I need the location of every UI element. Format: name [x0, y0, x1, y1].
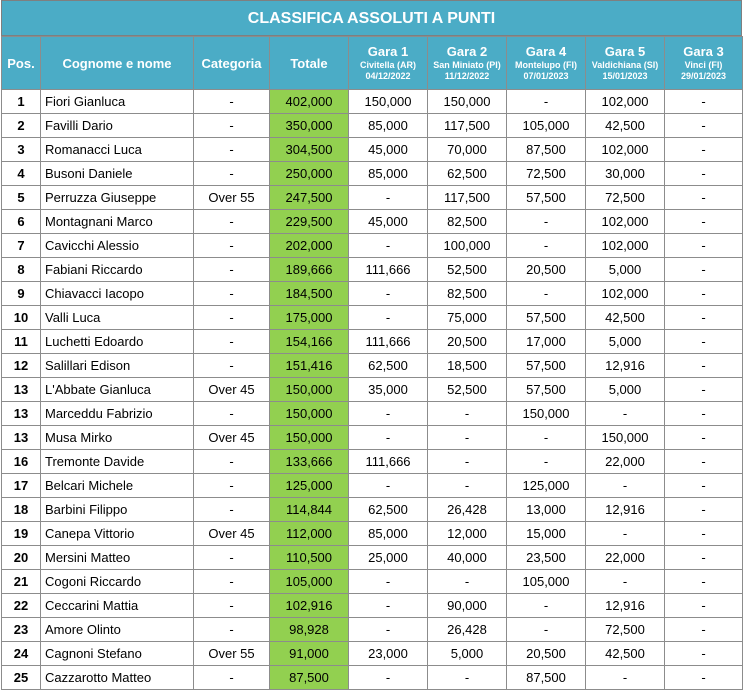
race-1-points-cell: -	[349, 666, 428, 690]
race-4-points-cell: 17,000	[507, 330, 586, 354]
race-5-points-cell: 30,000	[586, 162, 665, 186]
total-points-cell: 229,500	[270, 210, 349, 234]
position-cell: 3	[2, 138, 41, 162]
race-date: 29/01/2023	[680, 71, 727, 81]
race-date: 11/12/2022	[444, 71, 490, 81]
race-2-points-cell: 150,000	[428, 90, 507, 114]
total-points-cell: 247,500	[270, 186, 349, 210]
race-3-points-cell: -	[665, 618, 743, 642]
race-5-points-cell: 72,500	[586, 618, 665, 642]
category-cell: -	[194, 570, 270, 594]
category-cell: Over 45	[194, 378, 270, 402]
race-1-points-cell: -	[349, 282, 428, 306]
position-cell: 12	[2, 354, 41, 378]
category-cell: -	[194, 282, 270, 306]
race-3-points-cell: -	[665, 426, 743, 450]
header-race-2	[428, 37, 507, 90]
race-3-points-cell: -	[665, 186, 743, 210]
category-cell: Over 45	[194, 522, 270, 546]
race-1-points-cell: 85,000	[349, 522, 428, 546]
race-5-points-cell: 150,000	[586, 426, 665, 450]
race-5-points-cell: 5,000	[586, 330, 665, 354]
race-place: Vinci (FI)	[684, 60, 723, 70]
athlete-name-cell: Cazzarotto Matteo	[41, 666, 194, 690]
total-points-cell: 350,000	[270, 114, 349, 138]
race-4-points-cell: -	[507, 450, 586, 474]
race-4-points-cell: 20,500	[507, 258, 586, 282]
race-2-points-cell: 100,000	[428, 234, 507, 258]
total-points-cell: 151,416	[270, 354, 349, 378]
race-5-points-cell: 5,000	[586, 258, 665, 282]
race-1-points-cell: 150,000	[349, 90, 428, 114]
category-cell: -	[194, 618, 270, 642]
race-4-points-cell: 87,500	[507, 666, 586, 690]
race-1-points-cell: -	[349, 186, 428, 210]
position-cell: 9	[2, 282, 41, 306]
race-date: 07/01/2023	[523, 71, 569, 81]
race-1-points-cell: -	[349, 594, 428, 618]
race-3-points-cell: -	[665, 90, 743, 114]
race-5-points-cell: -	[586, 522, 665, 546]
position-cell: 18	[2, 498, 41, 522]
race-4-points-cell: 72,500	[507, 162, 586, 186]
race-4-points-cell: -	[507, 426, 586, 450]
table-row	[2, 162, 743, 186]
athlete-name-cell: Perruzza Giuseppe	[41, 186, 194, 210]
race-1-points-cell: -	[349, 306, 428, 330]
athlete-name-cell: Busoni Daniele	[41, 162, 194, 186]
category-cell: -	[194, 258, 270, 282]
race-1-points-cell: 111,666	[349, 450, 428, 474]
race-2-points-cell: -	[428, 450, 507, 474]
race-5-points-cell: -	[586, 570, 665, 594]
total-points-cell: 114,844	[270, 498, 349, 522]
race-3-points-cell: -	[665, 570, 743, 594]
race-5-points-cell: 22,000	[586, 546, 665, 570]
race-2-points-cell: 5,000	[428, 642, 507, 666]
header-race-4	[507, 37, 586, 90]
total-points-cell: 402,000	[270, 90, 349, 114]
race-4-points-cell: -	[507, 594, 586, 618]
position-cell: 23	[2, 618, 41, 642]
race-2-points-cell: 75,000	[428, 306, 507, 330]
total-points-cell: 105,000	[270, 570, 349, 594]
position-cell: 11	[2, 330, 41, 354]
race-2-points-cell: 70,000	[428, 138, 507, 162]
standings-sheet	[1, 0, 742, 690]
athlete-name-cell: Fiori Gianluca	[41, 90, 194, 114]
race-5-points-cell: 102,000	[586, 138, 665, 162]
race-3-points-cell: -	[665, 474, 743, 498]
table-row	[2, 354, 743, 378]
table-row	[2, 306, 743, 330]
athlete-name-cell: Chiavacci Iacopo	[41, 282, 194, 306]
race-5-points-cell: 12,916	[586, 354, 665, 378]
position-cell: 24	[2, 642, 41, 666]
race-label: Gara 4	[525, 44, 567, 59]
race-1-points-cell: 111,666	[349, 258, 428, 282]
race-4-points-cell: 57,500	[507, 186, 586, 210]
race-4-points-cell: 57,500	[507, 354, 586, 378]
header-row	[2, 37, 743, 90]
total-points-cell: 87,500	[270, 666, 349, 690]
category-cell: -	[194, 90, 270, 114]
race-label: Gara 1	[367, 44, 409, 59]
total-points-cell: 133,666	[270, 450, 349, 474]
table-row	[2, 378, 743, 402]
race-date: 04/12/2022	[365, 71, 411, 81]
athlete-name-cell: Marceddu Fabrizio	[41, 402, 194, 426]
race-label: Gara 2	[446, 44, 488, 59]
athlete-name-cell: Amore Olinto	[41, 618, 194, 642]
race-4-points-cell: 150,000	[507, 402, 586, 426]
race-5-points-cell: 12,916	[586, 594, 665, 618]
position-cell: 22	[2, 594, 41, 618]
race-3-points-cell: -	[665, 546, 743, 570]
race-date: 15/01/2023	[602, 71, 648, 81]
race-2-points-cell: -	[428, 666, 507, 690]
race-2-points-cell: -	[428, 402, 507, 426]
race-2-points-cell: 40,000	[428, 546, 507, 570]
athlete-name-cell: Luchetti Edoardo	[41, 330, 194, 354]
race-3-points-cell: -	[665, 522, 743, 546]
race-4-points-cell: -	[507, 282, 586, 306]
position-cell: 4	[2, 162, 41, 186]
race-5-points-cell: -	[586, 402, 665, 426]
category-cell: Over 45	[194, 426, 270, 450]
race-place: Montelupo (FI)	[515, 60, 577, 70]
race-5-points-cell: 102,000	[586, 234, 665, 258]
race-4-points-cell: 87,500	[507, 138, 586, 162]
race-1-points-cell: 35,000	[349, 378, 428, 402]
total-points-cell: 250,000	[270, 162, 349, 186]
total-points-cell: 91,000	[270, 642, 349, 666]
position-cell: 1	[2, 90, 41, 114]
position-cell: 20	[2, 546, 41, 570]
race-3-points-cell: -	[665, 402, 743, 426]
athlete-name-cell: Salillari Edison	[41, 354, 194, 378]
total-points-cell: 154,166	[270, 330, 349, 354]
table-row	[2, 186, 743, 210]
race-3-points-cell: -	[665, 450, 743, 474]
table-row	[2, 522, 743, 546]
position-cell: 25	[2, 666, 41, 690]
race-2-points-cell: -	[428, 474, 507, 498]
race-1-points-cell: -	[349, 618, 428, 642]
race-2-points-cell: 117,500	[428, 114, 507, 138]
position-cell: 8	[2, 258, 41, 282]
athlete-name-cell: Fabiani Riccardo	[41, 258, 194, 282]
race-3-points-cell: -	[665, 666, 743, 690]
athlete-name-cell: Cagnoni Stefano	[41, 642, 194, 666]
race-2-points-cell: 20,500	[428, 330, 507, 354]
category-cell: -	[194, 114, 270, 138]
total-points-cell: 112,000	[270, 522, 349, 546]
table-row	[2, 402, 743, 426]
total-points-cell: 110,500	[270, 546, 349, 570]
position-cell: 2	[2, 114, 41, 138]
athlete-name-cell: Cavicchi Alessio	[41, 234, 194, 258]
race-5-points-cell: 5,000	[586, 378, 665, 402]
table-row	[2, 570, 743, 594]
position-cell: 17	[2, 474, 41, 498]
race-4-points-cell: -	[507, 210, 586, 234]
athlete-name-cell: Mersini Matteo	[41, 546, 194, 570]
race-1-points-cell: 85,000	[349, 162, 428, 186]
category-cell: -	[194, 210, 270, 234]
sheet-title: CLASSIFICA ASSOLUTI A PUNTI	[1, 0, 742, 36]
race-1-points-cell: 62,500	[349, 498, 428, 522]
category-cell: -	[194, 330, 270, 354]
header-race-3	[665, 37, 743, 90]
table-row	[2, 546, 743, 570]
total-points-cell: 98,928	[270, 618, 349, 642]
total-points-cell: 150,000	[270, 378, 349, 402]
header-pos: Pos.	[2, 37, 41, 90]
race-3-points-cell: -	[665, 594, 743, 618]
race-5-points-cell: 102,000	[586, 282, 665, 306]
race-2-points-cell: 82,500	[428, 282, 507, 306]
race-2-points-cell: 18,500	[428, 354, 507, 378]
race-3-points-cell: -	[665, 306, 743, 330]
race-place: San Miniato (PI)	[433, 60, 501, 70]
race-1-points-cell: 85,000	[349, 114, 428, 138]
athlete-name-cell: Ceccarini Mattia	[41, 594, 194, 618]
race-2-points-cell: 117,500	[428, 186, 507, 210]
category-cell: -	[194, 138, 270, 162]
race-4-points-cell: -	[507, 90, 586, 114]
race-2-points-cell: -	[428, 426, 507, 450]
category-cell: -	[194, 666, 270, 690]
position-cell: 21	[2, 570, 41, 594]
table-row	[2, 258, 743, 282]
race-5-points-cell: 22,000	[586, 450, 665, 474]
total-points-cell: 304,500	[270, 138, 349, 162]
athlete-name-cell: Canepa Vittorio	[41, 522, 194, 546]
race-3-points-cell: -	[665, 498, 743, 522]
race-3-points-cell: -	[665, 138, 743, 162]
race-4-points-cell: -	[507, 234, 586, 258]
race-4-points-cell: 20,500	[507, 642, 586, 666]
race-2-points-cell: 90,000	[428, 594, 507, 618]
race-2-points-cell: 82,500	[428, 210, 507, 234]
total-points-cell: 150,000	[270, 402, 349, 426]
total-points-cell: 175,000	[270, 306, 349, 330]
total-points-cell: 184,500	[270, 282, 349, 306]
position-cell: 13	[2, 378, 41, 402]
table-row	[2, 618, 743, 642]
athlete-name-cell: Barbini Filippo	[41, 498, 194, 522]
race-1-points-cell: 45,000	[349, 138, 428, 162]
race-4-points-cell: 105,000	[507, 114, 586, 138]
race-4-points-cell: 13,000	[507, 498, 586, 522]
table-row	[2, 426, 743, 450]
race-5-points-cell: 42,500	[586, 114, 665, 138]
total-points-cell: 189,666	[270, 258, 349, 282]
race-4-points-cell: -	[507, 618, 586, 642]
race-1-points-cell: 111,666	[349, 330, 428, 354]
position-cell: 19	[2, 522, 41, 546]
race-3-points-cell: -	[665, 378, 743, 402]
race-1-points-cell: 23,000	[349, 642, 428, 666]
race-2-points-cell: 62,500	[428, 162, 507, 186]
race-5-points-cell: 102,000	[586, 210, 665, 234]
race-1-points-cell: 45,000	[349, 210, 428, 234]
race-3-points-cell: -	[665, 234, 743, 258]
table-row	[2, 642, 743, 666]
race-5-points-cell: 72,500	[586, 186, 665, 210]
position-cell: 10	[2, 306, 41, 330]
race-1-points-cell: 62,500	[349, 354, 428, 378]
total-points-cell: 150,000	[270, 426, 349, 450]
total-points-cell: 125,000	[270, 474, 349, 498]
header-total: Totale	[270, 37, 349, 90]
race-4-points-cell: 23,500	[507, 546, 586, 570]
race-3-points-cell: -	[665, 210, 743, 234]
table-row	[2, 138, 743, 162]
athlete-name-cell: Montagnani Marco	[41, 210, 194, 234]
athlete-name-cell: Cogoni Riccardo	[41, 570, 194, 594]
header-name: Cognome e nome	[41, 37, 194, 90]
table-row	[2, 450, 743, 474]
position-cell: 13	[2, 426, 41, 450]
race-place: Valdichiana (SI)	[591, 60, 659, 70]
table-row	[2, 330, 743, 354]
position-cell: 13	[2, 402, 41, 426]
race-3-points-cell: -	[665, 162, 743, 186]
race-4-points-cell: 105,000	[507, 570, 586, 594]
race-4-points-cell: 15,000	[507, 522, 586, 546]
race-3-points-cell: -	[665, 258, 743, 282]
race-3-points-cell: -	[665, 354, 743, 378]
athlete-name-cell: Favilli Dario	[41, 114, 194, 138]
race-2-points-cell: 12,000	[428, 522, 507, 546]
race-2-points-cell: 26,428	[428, 618, 507, 642]
category-cell: -	[194, 234, 270, 258]
header-race-1	[349, 37, 428, 90]
position-cell: 6	[2, 210, 41, 234]
race-5-points-cell: 102,000	[586, 90, 665, 114]
total-points-cell: 102,916	[270, 594, 349, 618]
table-row	[2, 114, 743, 138]
table-row	[2, 234, 743, 258]
race-5-points-cell: 42,500	[586, 642, 665, 666]
athlete-name-cell: Tremonte Davide	[41, 450, 194, 474]
category-cell: -	[194, 306, 270, 330]
race-label: Gara 3	[683, 44, 724, 59]
header-race-5	[586, 37, 665, 90]
race-3-points-cell: -	[665, 642, 743, 666]
race-3-points-cell: -	[665, 114, 743, 138]
athlete-name-cell: Romanacci Luca	[41, 138, 194, 162]
athlete-name-cell: Valli Luca	[41, 306, 194, 330]
position-cell: 5	[2, 186, 41, 210]
table-row	[2, 594, 743, 618]
race-2-points-cell: 26,428	[428, 498, 507, 522]
table-row	[2, 210, 743, 234]
category-cell: -	[194, 162, 270, 186]
category-cell: Over 55	[194, 186, 270, 210]
athlete-name-cell: Belcari Michele	[41, 474, 194, 498]
category-cell: -	[194, 354, 270, 378]
race-3-points-cell: -	[665, 330, 743, 354]
table-row	[2, 498, 743, 522]
total-points-cell: 202,000	[270, 234, 349, 258]
category-cell: -	[194, 498, 270, 522]
category-cell: Over 55	[194, 642, 270, 666]
race-4-points-cell: 57,500	[507, 306, 586, 330]
race-5-points-cell: 12,916	[586, 498, 665, 522]
race-2-points-cell: 52,500	[428, 258, 507, 282]
race-2-points-cell: -	[428, 570, 507, 594]
category-cell: -	[194, 474, 270, 498]
position-cell: 16	[2, 450, 41, 474]
race-5-points-cell: 42,500	[586, 306, 665, 330]
race-1-points-cell: -	[349, 474, 428, 498]
race-3-points-cell: -	[665, 282, 743, 306]
athlete-name-cell: L'Abbate Gianluca	[41, 378, 194, 402]
race-1-points-cell: -	[349, 234, 428, 258]
race-5-points-cell: -	[586, 666, 665, 690]
race-place: Civitella (AR)	[359, 60, 416, 70]
race-1-points-cell: -	[349, 402, 428, 426]
category-cell: -	[194, 594, 270, 618]
race-1-points-cell: -	[349, 570, 428, 594]
category-cell: -	[194, 450, 270, 474]
header-category: Categoria	[194, 37, 270, 90]
category-cell: -	[194, 546, 270, 570]
standings-table	[1, 36, 743, 690]
race-1-points-cell: -	[349, 426, 428, 450]
table-row	[2, 282, 743, 306]
athlete-name-cell: Musa Mirko	[41, 426, 194, 450]
race-1-points-cell: 25,000	[349, 546, 428, 570]
table-row	[2, 90, 743, 114]
table-row	[2, 474, 743, 498]
race-label: Gara 5	[604, 44, 646, 59]
race-2-points-cell: 52,500	[428, 378, 507, 402]
category-cell: -	[194, 402, 270, 426]
table-row	[2, 666, 743, 690]
race-5-points-cell: -	[586, 474, 665, 498]
race-4-points-cell: 125,000	[507, 474, 586, 498]
race-4-points-cell: 57,500	[507, 378, 586, 402]
position-cell: 7	[2, 234, 41, 258]
